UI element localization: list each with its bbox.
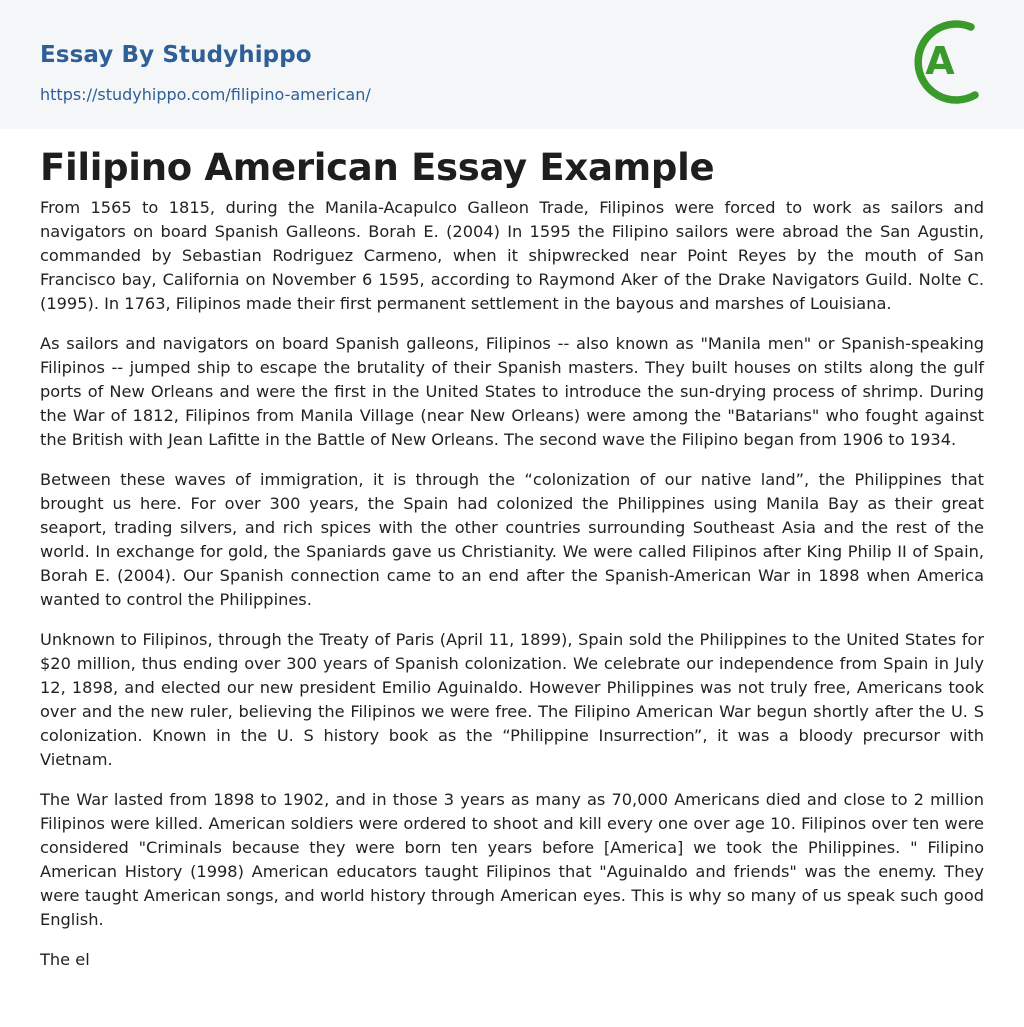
circle-arc-logo-icon[interactable] bbox=[908, 16, 990, 108]
paragraph: As sailors and navigators on board Spanish galleons, Filipinos -- also known as "Manila men" or Spanish-speaking Filipinos -- jumped ship to escape the brutality of their Spanish masters. They built houses on stilts along the gulf ports of New Orleans and were the first in the United States to introduce the sun-drying process of shrimp. During the War of 1812, Filipinos from Manila Village (near New Orleans) were among the "Batarians" who fought against the British with Jean Lafitte in the Battle of New Orleans. The second wave the Filipino began from 1906 to 1934. bbox=[40, 334, 984, 449]
site-brand[interactable]: Essay By Studyhippo bbox=[40, 42, 312, 68]
paragraph: The War lasted from 1898 to 1902, and in those 3 years as many as 70,000 Americans died and close to 2 million Filipinos were killed. American soldiers were ordered to shoot and kill every one over age 10. Filipinos over ten were considered "Criminals because they were born ten years before [America] we took the Philippines. " Filipino American History (1998) American educators taught Filipinos that "Aguinaldo and friends" was the enemy. They were taught American songs, and world history through American eyes. This is why so many of us speak such good English. bbox=[40, 790, 984, 929]
paragraph-truncated: The el bbox=[40, 950, 90, 969]
paragraph: Unknown to Filipinos, through the Treaty of Paris (April 11, 1899), Spain sold the Philippines to the United States for $20 million, thus ending over 300 years of Spanish colonization. We celebrate our independence from Spain in July 12, 1898, and elected our new president Emilio Aguinaldo. However Philippines was not truly free, Americans took over and the new ruler, believing the Filipinos we were free. The Filipino American War begun shortly after the U. S colonization. Known in the U. S history book as the “Philippine Insurrection”, it was a bloody precursor with Vietnam. bbox=[40, 630, 984, 769]
article-url-link[interactable]: https://studyhippo.com/filipino-american/ bbox=[40, 85, 371, 104]
page-title: Filipino American Essay Example bbox=[40, 146, 715, 189]
logo-letter: A bbox=[925, 39, 955, 83]
paragraph: Between these waves of immigration, it is through the “colonization of our native land”, the Philippines that brought us here. For over 300 years, the Spain had colonized the Philippines using Manila Bay as their great seaport, trading silvers, and rich spices with the other countries surrounding Southeast Asia and the rest of the world. In exchange for gold, the Spaniards gave us Christianity. We were called Filipinos after King Philip II of Spain, Borah E. (2004). Our Spanish connection came to an end after the Spanish-American War in 1898 when America wanted to control the Philippines. bbox=[40, 470, 984, 609]
site-header bbox=[0, 0, 1024, 129]
article-body bbox=[40, 144, 984, 972]
paragraph: From 1565 to 1815, during the Manila-Acapulco Galleon Trade, Filipinos were forced to work as sailors and navigators on board Spanish Galleons. Borah E. (2004) In 1595 the Filipino sailors were abroad the San Agustin, commanded by Sebastian Rodriguez Carmeno, when it shipwrecked near Point Reyes by the mouth of San Francisco bay, California on November 6 1595, according to Raymond Aker of the Drake Navigators Guild. Nolte C. (1995). In 1763, Filipinos made their first permanent settlement in the bayous and marshes of Louisiana. bbox=[40, 198, 984, 313]
